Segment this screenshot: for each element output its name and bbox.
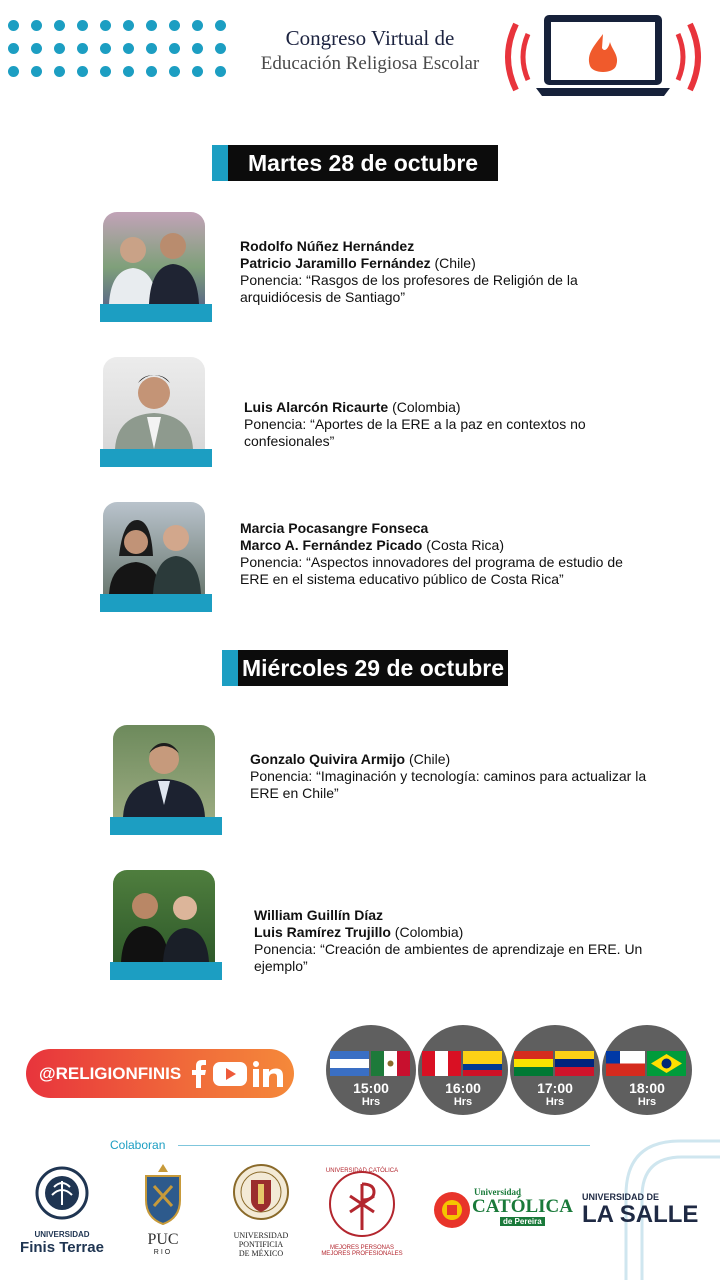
- speaker-name: Patricio Jaramillo Fernández: [240, 255, 431, 271]
- speaker-name: Marco A. Fernández Picado: [240, 537, 423, 553]
- day-header-2: [222, 650, 508, 686]
- speaker-info: [240, 238, 640, 306]
- speaker-name: Luis Ramírez Trujillo: [254, 924, 391, 940]
- photo-band: [100, 449, 212, 467]
- upm-line-1: UNIVERSIDAD: [233, 1231, 289, 1240]
- youtube-icon[interactable]: [213, 1062, 247, 1086]
- upm-logo: [228, 1162, 294, 1258]
- brazil-flag: [647, 1051, 686, 1076]
- speaker-photo: [113, 725, 215, 817]
- photo-band: [100, 304, 212, 322]
- photo-band: [110, 962, 222, 980]
- upm-seal-icon: [228, 1162, 294, 1226]
- speaker-info: [250, 751, 650, 802]
- uc-line-2: MEJORES PERSONAS: [329, 1245, 394, 1251]
- talk-title: Ponencia: “Aportes de la ERE a la paz en contextos no confesionales”: [244, 416, 586, 449]
- speaker-name: Gonzalo Quivira Armijo: [250, 751, 406, 767]
- chile-flag: [606, 1051, 645, 1076]
- speaker-country: (Colombia): [388, 399, 461, 415]
- finis-terrae-logo: [14, 1165, 110, 1256]
- speaker-name: William Guillín Díaz: [254, 907, 384, 923]
- time-unit: Hrs: [545, 1096, 565, 1108]
- social-handle: @RELIGIONFINIS: [39, 1063, 182, 1083]
- speaker-photo: [103, 357, 205, 449]
- la-salle-logo: [582, 1192, 702, 1228]
- uc-line-1: UNIVERSIDAD CATÓLICA: [325, 1168, 399, 1174]
- time-circle: [326, 1025, 416, 1115]
- finis-line-1: UNIVERSIDAD: [34, 1230, 90, 1239]
- pereira-line-2: CATÓLICA: [472, 1196, 573, 1217]
- speaker-country: (Colombia): [390, 924, 464, 940]
- event-title: [250, 26, 490, 75]
- speaker-photo: [103, 212, 205, 304]
- speaker-name: Luis Alarcón Ricaurte: [244, 399, 389, 415]
- colaboran-divider: [178, 1145, 590, 1146]
- talk-title: Ponencia: “Aspectos innovadores del programa de estudio de ERE en el sistema educativo público de Costa Rica”: [240, 554, 623, 587]
- pereira-line-3: de Pereira: [500, 1217, 545, 1226]
- finis-line-2: Finis Terrae: [20, 1239, 104, 1256]
- time-zones: [326, 1025, 694, 1115]
- peru-flag: [422, 1051, 461, 1076]
- nicaragua-flag: [330, 1051, 369, 1076]
- universidad-catolica-logo: [320, 1166, 404, 1257]
- decorative-dots: [8, 20, 227, 77]
- linkedin-icon[interactable]: [253, 1061, 283, 1087]
- time-circle: [418, 1025, 508, 1115]
- time-value: 18:00: [629, 1080, 665, 1096]
- lasalle-line-1: UNIVERSIDAD DE: [582, 1192, 660, 1202]
- speaker-country: (Chile): [430, 255, 476, 271]
- lasalle-line-2: LA SALLE: [582, 1201, 699, 1228]
- upm-line-2: PONTIFICIA: [238, 1240, 284, 1249]
- time-unit: Hrs: [637, 1096, 657, 1108]
- colombia-flag: [463, 1051, 502, 1076]
- speaker-info: [244, 399, 634, 450]
- upm-line-3: DE MÉXICO: [238, 1249, 284, 1258]
- puc-line-1: PUC: [147, 1231, 179, 1248]
- talk-title: Ponencia: “Imaginación y tecnología: caminos para actualizar la ERE en Chile”: [250, 768, 647, 801]
- finis-terrae-seal-icon: [14, 1165, 110, 1225]
- puc-rio-logo: [132, 1162, 194, 1256]
- uc-line-3: MEJORES PROFESIONALES: [321, 1251, 403, 1257]
- title-line-2: Educación Religiosa Escolar: [260, 53, 480, 74]
- puc-crest-icon: [132, 1162, 194, 1232]
- day-label: Miércoles 29 de octubre: [238, 650, 508, 686]
- speaker-info: [240, 520, 640, 588]
- photo-band: [100, 594, 212, 612]
- time-circle: [510, 1025, 600, 1115]
- time-unit: Hrs: [453, 1096, 473, 1108]
- talk-title: Ponencia: “Creación de ambientes de aprendizaje en ERE. Un ejemplo”: [254, 941, 643, 974]
- pereira-line-1: Universidad: [474, 1187, 522, 1197]
- speaker-country: (Chile): [405, 751, 451, 767]
- speaker-photo: [103, 502, 205, 594]
- laptop-flame-icon: [498, 10, 708, 104]
- time-value: 15:00: [353, 1080, 389, 1096]
- colaboran-label: Colaboran: [110, 1138, 166, 1152]
- facebook-icon[interactable]: [191, 1060, 207, 1088]
- photo-band: [110, 817, 222, 835]
- day-label: Martes 28 de octubre: [228, 145, 498, 181]
- talk-title: Ponencia: “Rasgos de los profesores de Religión de la arquidiócesis de Santiago”: [240, 272, 578, 305]
- puc-line-2: RIO: [153, 1249, 173, 1256]
- day-header-1: [212, 145, 498, 181]
- mexico-flag: [371, 1051, 410, 1076]
- time-value: 17:00: [537, 1080, 573, 1096]
- pereira-sun-icon: [432, 1190, 472, 1230]
- venezuela-flag: [555, 1051, 594, 1076]
- time-unit: Hrs: [361, 1096, 381, 1108]
- speaker-country: (Costa Rica): [422, 537, 504, 553]
- time-value: 16:00: [445, 1080, 481, 1096]
- speaker-photo: [113, 870, 215, 962]
- time-circle: [602, 1025, 692, 1115]
- bolivia-flag: [514, 1051, 553, 1076]
- catolica-pereira-logo: [432, 1186, 573, 1234]
- social-handle-pill[interactable]: [26, 1049, 294, 1098]
- title-line-1: Congreso Virtual de: [285, 26, 455, 50]
- speaker-info: [254, 907, 644, 975]
- chi-rho-icon: [320, 1166, 404, 1240]
- speaker-name: Marcia Pocasangre Fonseca: [240, 520, 429, 536]
- speaker-name: Rodolfo Núñez Hernández: [240, 238, 415, 254]
